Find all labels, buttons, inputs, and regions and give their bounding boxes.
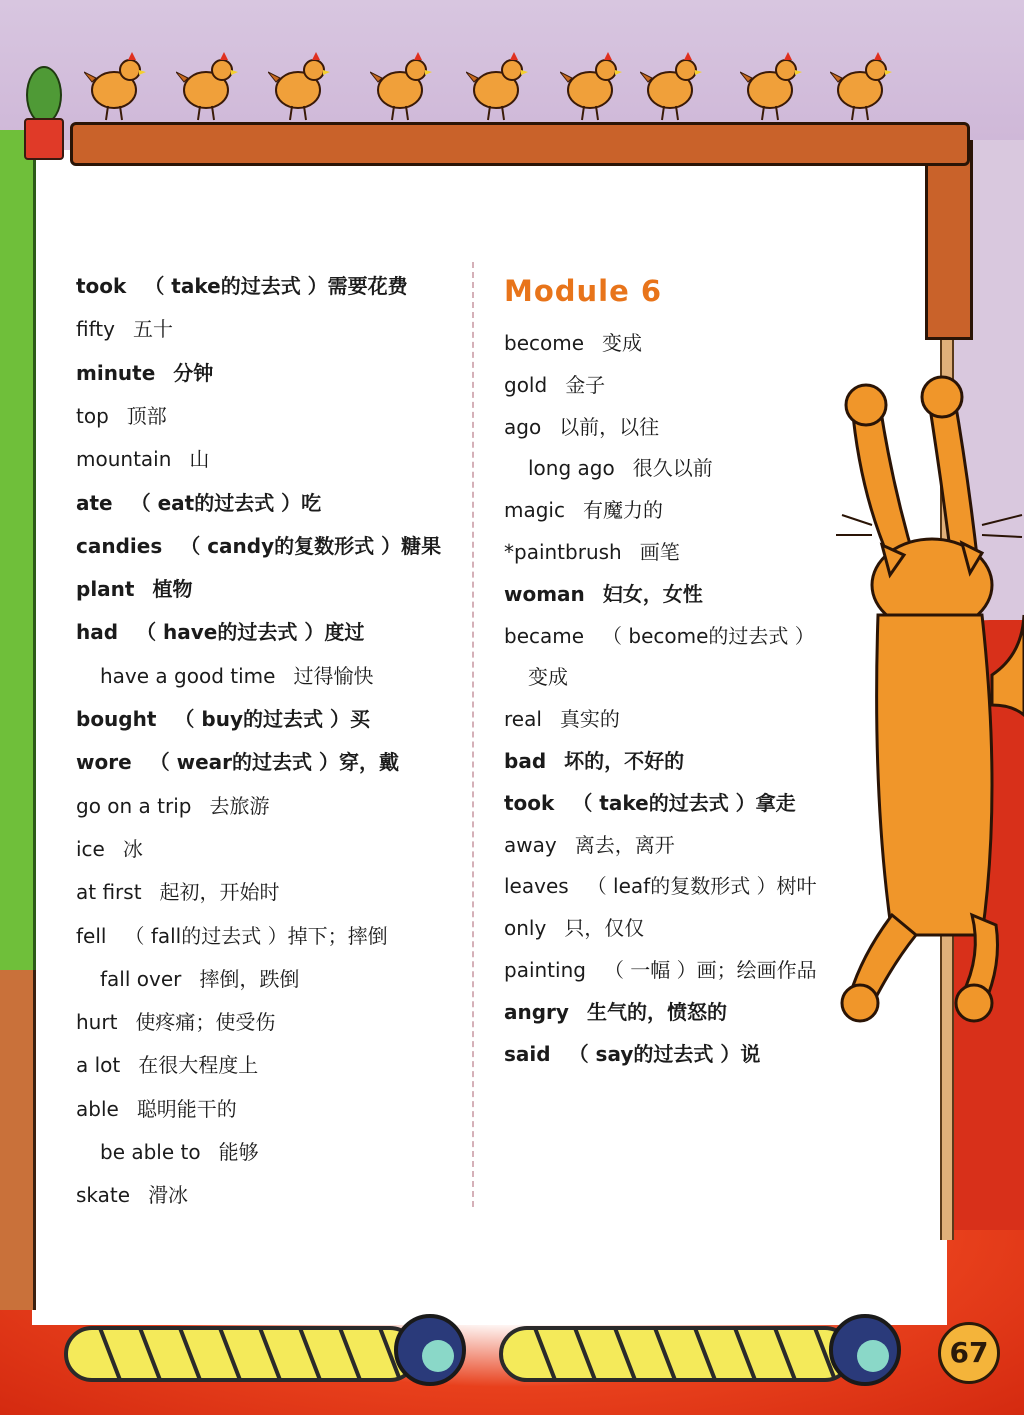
vocab-gloss: 能够 xyxy=(218,1140,259,1164)
vocab-word: leaves xyxy=(504,874,569,899)
vocab-entry xyxy=(76,533,441,559)
vocab-entry xyxy=(504,539,680,565)
vocab-entry xyxy=(504,957,817,983)
vocab-word: be able to xyxy=(100,1140,201,1164)
vocab-entry xyxy=(76,879,280,905)
vocab-entry xyxy=(504,706,620,732)
vocab-gloss: 生气的，愤怒的 xyxy=(586,999,727,1024)
hen-icon xyxy=(176,48,240,122)
green-pillar xyxy=(0,130,36,970)
hen-icon xyxy=(466,48,530,122)
vocab-gloss: 分钟 xyxy=(173,360,214,385)
vocab-word: mountain xyxy=(76,447,172,472)
vocab-word: at first xyxy=(76,880,142,905)
lower-pillar xyxy=(0,970,36,1310)
vocab-word: magic xyxy=(504,498,565,523)
vocab-entry xyxy=(76,793,270,819)
vocab-gloss: （ wear的过去式 ）穿，戴 xyxy=(149,750,399,775)
hen-icon xyxy=(84,48,148,122)
vocab-gloss: 五十 xyxy=(132,317,173,342)
vocab-entry xyxy=(504,623,815,649)
vocab-word: bad xyxy=(504,749,547,773)
vocab-word: gold xyxy=(504,372,548,397)
vocab-gloss: （ leaf的复数形式 ）树叶 xyxy=(586,874,817,899)
caterpillar-illustration xyxy=(60,1310,470,1400)
vocab-gloss: 离去，离开 xyxy=(574,832,675,857)
vocab-entry xyxy=(76,403,167,429)
hen-icon xyxy=(268,48,332,122)
vocab-entry xyxy=(504,790,796,816)
vocab-entry xyxy=(76,360,213,386)
vocab-entry xyxy=(504,832,675,858)
hen-icon xyxy=(740,48,804,122)
hen-icon xyxy=(560,48,624,122)
vocab-word: fall over xyxy=(100,966,182,991)
pillar-tag xyxy=(24,118,64,160)
vocab-gloss: 变成 xyxy=(602,331,643,355)
vocab-entry xyxy=(504,1041,760,1067)
vocab-entry xyxy=(76,273,408,299)
vocab-word: have a good time xyxy=(100,663,276,688)
vocab-word: minute xyxy=(76,360,156,385)
vocab-gloss: 在很大程度上 xyxy=(138,1053,259,1078)
vocab-entry xyxy=(76,316,173,342)
hen-icon xyxy=(640,48,704,122)
hen-icon xyxy=(370,48,434,122)
vocab-entry xyxy=(76,619,364,645)
vocab-gloss: 变成 xyxy=(528,665,568,690)
vocab-entry xyxy=(76,576,192,602)
vocab-gloss: 顶部 xyxy=(126,403,167,428)
vocab-word: become xyxy=(504,331,585,355)
vocab-word: go on a trip xyxy=(76,793,192,818)
vocab-word: long ago xyxy=(528,456,615,481)
vocab-word: ice xyxy=(76,836,105,861)
vocab-entry xyxy=(76,749,399,775)
vocab-entry xyxy=(504,372,605,398)
vocab-gloss: 去旅游 xyxy=(209,793,270,818)
vocab-gloss: 以前，以往 xyxy=(559,414,660,439)
vocab-gloss: （ 一幅 ）画；绘画作品 xyxy=(603,958,817,982)
vocab-word: painting xyxy=(504,958,586,982)
vocab-entry xyxy=(504,748,684,774)
vocab-word: bought xyxy=(76,707,157,731)
vocab-word: had xyxy=(76,620,119,645)
vocab-word: took xyxy=(504,790,555,815)
vocab-gloss: 妇女，女性 xyxy=(602,581,703,606)
vocab-gloss: 冰 xyxy=(122,836,143,861)
vocab-gloss: 滑冰 xyxy=(148,1183,189,1208)
vocab-entry xyxy=(76,1182,188,1208)
vocab-gloss: 画笔 xyxy=(639,540,680,564)
vocab-word: real xyxy=(504,707,542,732)
vocab-word: candies xyxy=(76,533,163,558)
pod-decoration xyxy=(26,66,62,124)
vocab-gloss: （ have的过去式 ）度过 xyxy=(136,620,365,645)
vocab-entry xyxy=(76,1052,258,1078)
vocab-entry xyxy=(504,330,642,356)
vocab-gloss: 使疼痛；使受伤 xyxy=(135,1010,276,1035)
vocab-gloss: （ say的过去式 ）说 xyxy=(568,1041,761,1066)
vocab-word: *paintbrush xyxy=(504,540,622,564)
vocab-gloss: 真实的 xyxy=(559,707,620,732)
vocab-gloss: 只，仅仅 xyxy=(564,916,645,941)
vocab-word: ago xyxy=(504,414,542,439)
vocab-entry xyxy=(76,1009,275,1035)
caterpillar-illustration xyxy=(495,1310,905,1400)
vocab-word: fifty xyxy=(76,317,115,342)
vocab-word: woman xyxy=(504,581,585,606)
vocab-entry xyxy=(504,414,659,440)
vocab-word: fell xyxy=(76,923,107,948)
vocab-word: became xyxy=(504,623,585,648)
vocab-gloss: 过得愉快 xyxy=(293,663,374,688)
vocab-entry xyxy=(76,836,143,862)
vocab-gloss: （ take的过去式 ）需要花费 xyxy=(144,274,408,298)
vocab-word: ate xyxy=(76,490,113,515)
vocab-entry xyxy=(76,446,209,472)
vocab-gloss: 摔倒，跌倒 xyxy=(199,966,300,991)
vocab-entry xyxy=(504,497,663,523)
vocab-gloss: 植物 xyxy=(152,577,193,602)
vocab-gloss: 很久以前 xyxy=(632,456,713,481)
vocab-gloss: 金子 xyxy=(565,372,606,397)
vocab-word: angry xyxy=(504,999,569,1024)
vocab-word: took xyxy=(76,274,127,298)
vocab-gloss: （ candy的复数形式 ）糖果 xyxy=(180,533,442,558)
vocab-entry xyxy=(76,966,299,992)
top-beam xyxy=(70,122,970,166)
vocab-entry xyxy=(504,915,644,941)
vocab-entry xyxy=(76,923,388,949)
beam-post xyxy=(925,140,973,340)
vocab-entry xyxy=(504,664,568,690)
vocab-entry xyxy=(504,581,703,607)
vocab-word: plant xyxy=(76,577,135,602)
vocab-entry xyxy=(504,999,727,1025)
vocab-gloss: （ eat的过去式 ）吃 xyxy=(130,490,322,515)
vocab-entry xyxy=(76,706,370,732)
vocab-gloss: （ fall的过去式 ）掉下；摔倒 xyxy=(124,923,388,948)
vocab-entry xyxy=(504,455,713,481)
vocab-word: hurt xyxy=(76,1010,118,1035)
vocab-word: able xyxy=(76,1096,119,1121)
vocab-entry xyxy=(76,663,373,689)
vocab-gloss: 坏的，不好的 xyxy=(564,749,685,773)
vocab-gloss: （ take的过去式 ）拿走 xyxy=(572,790,796,815)
vocab-gloss: 聪明能干的 xyxy=(136,1096,237,1121)
column-divider xyxy=(472,262,474,1207)
vocab-gloss: 山 xyxy=(189,447,210,472)
vocab-word: skate xyxy=(76,1183,131,1208)
vocab-gloss: （ buy的过去式 ）买 xyxy=(174,707,370,731)
cat-illustration xyxy=(832,375,1024,1055)
vocab-entry xyxy=(76,1139,259,1165)
vocab-word: said xyxy=(504,1041,551,1066)
vocab-entry xyxy=(504,873,817,899)
vocab-gloss: 有魔力的 xyxy=(583,498,663,523)
vocab-gloss: 起初，开始时 xyxy=(159,880,280,905)
vocab-word: top xyxy=(76,403,109,428)
vocab-entry xyxy=(76,490,321,516)
vocab-word: away xyxy=(504,832,557,857)
vocab-word: only xyxy=(504,916,547,941)
hen-icon xyxy=(830,48,894,122)
vocab-entry xyxy=(76,1096,237,1122)
vocab-word: wore xyxy=(76,750,132,775)
vocab-word: a lot xyxy=(76,1053,121,1078)
vocab-gloss: （ become的过去式 ） xyxy=(602,623,815,648)
module-title: Module 6 xyxy=(504,274,663,308)
page-number: 67 xyxy=(949,1336,989,1369)
